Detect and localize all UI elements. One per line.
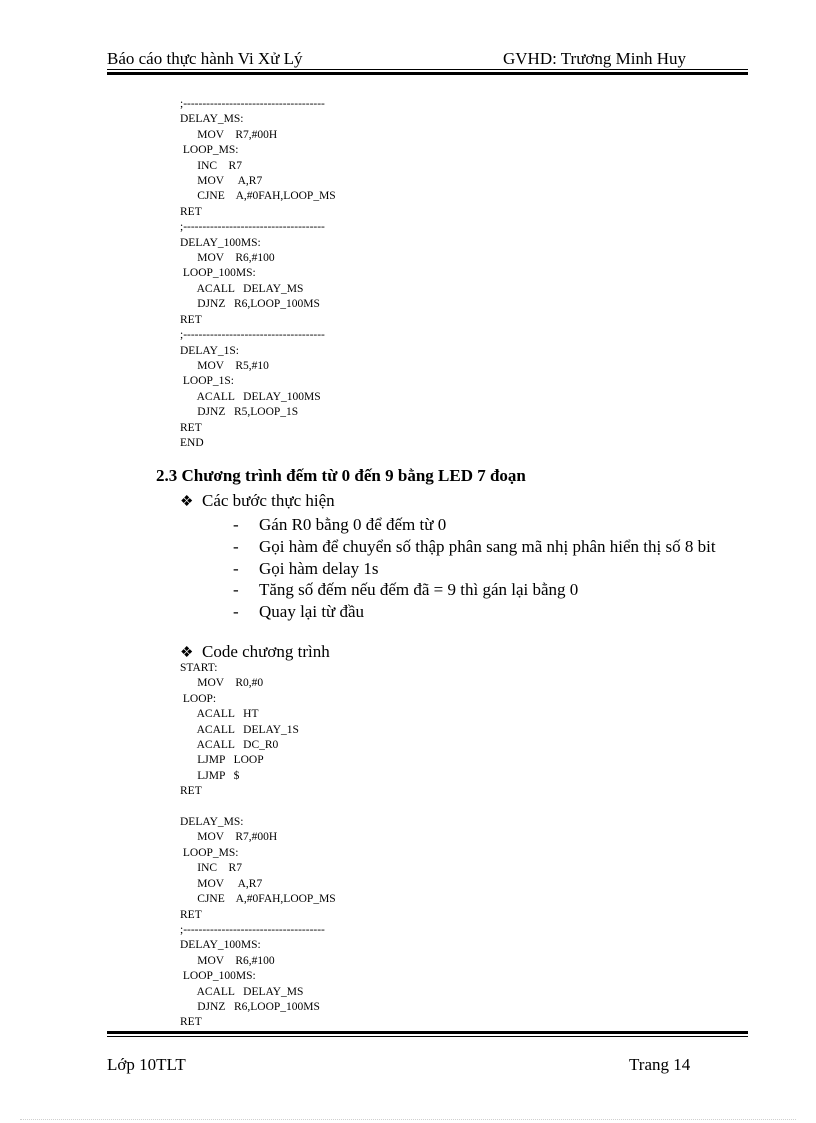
list-item [233, 601, 748, 623]
code-block-counter-program: START: MOV R0,#0 LOOP: ACALL HT ACALL DELAY_1S ACALL DC_R0 LJMP LOOP LJMP $ RET DELAY_MS: MOV R7,#00H LOOP_MS: INC R7 MOV A,R7 CJNE A,#0FAH,LOOP_MS RET ;------------------------------------- DELAY_100MS: MOV R6,#100 LOOP_100MS: ACALL DELAY_MS DJNZ R6,LOOP_100MS RET [180, 662, 336, 1029]
diamond-bullet-icon: ❖ [180, 494, 194, 510]
dash-bullet: - [233, 515, 239, 534]
footer-page-number: Trang 14 [629, 1055, 691, 1074]
step-text: Gán R0 bằng 0 để đếm từ 0 [259, 515, 447, 534]
steps-list [233, 514, 748, 623]
step-text: Gọi hàm để chuyển số thập phân sang mã nhị phân hiển thị số 8 bit [259, 536, 716, 556]
diamond-bullet-icon: ❖ [180, 645, 194, 661]
section-title: 2.3 Chương trình đếm từ 0 đến 9 bằng LED 7 đoạn [156, 466, 526, 485]
step-text: Gọi hàm delay 1s [259, 558, 379, 578]
dash-bullet: - [233, 558, 239, 578]
code-heading [180, 642, 330, 662]
footer-class: Lớp 10TLT [107, 1055, 186, 1074]
steps-heading [180, 491, 335, 511]
header-rule [107, 69, 748, 75]
dash-bullet: - [233, 580, 239, 600]
code-block-delay-routines: ;------------------------------------- DELAY_MS: MOV R7,#00H LOOP_MS: INC R7 MOV A,R7 CJNE A,#0FAH,LOOP_MS RET ;------------------------------------- DELAY_100MS: MOV R6,#100 LOOP_100MS: ACALL DELAY_MS DJNZ R6,LOOP_100MS RET ;------------------------------------- DELAY_1S: MOV R5,#10 LOOP_1S: ACALL DELAY_100MS DJNZ R5,LOOP_1S RET END [180, 98, 336, 449]
code-heading-text: Code chương trình [202, 642, 330, 661]
list-item [233, 514, 748, 536]
header-report-title: Báo cáo thực hành Vi Xử Lý [107, 49, 303, 68]
steps-heading-text: Các bước thực hiện [202, 491, 335, 510]
list-item [233, 558, 748, 580]
list-item [233, 579, 748, 601]
step-text: Tăng số đếm nếu đếm đã = 9 thì gán lại bằng 0 [259, 580, 579, 600]
footer-rule [107, 1031, 748, 1037]
dash-bullet: - [233, 602, 239, 622]
step-text: Quay lại từ đầu [259, 602, 365, 622]
list-item [233, 536, 748, 558]
page-bottom-border [20, 1119, 796, 1120]
dash-bullet: - [233, 536, 239, 556]
header-instructor: GVHD: Trương Minh Huy [503, 49, 687, 68]
